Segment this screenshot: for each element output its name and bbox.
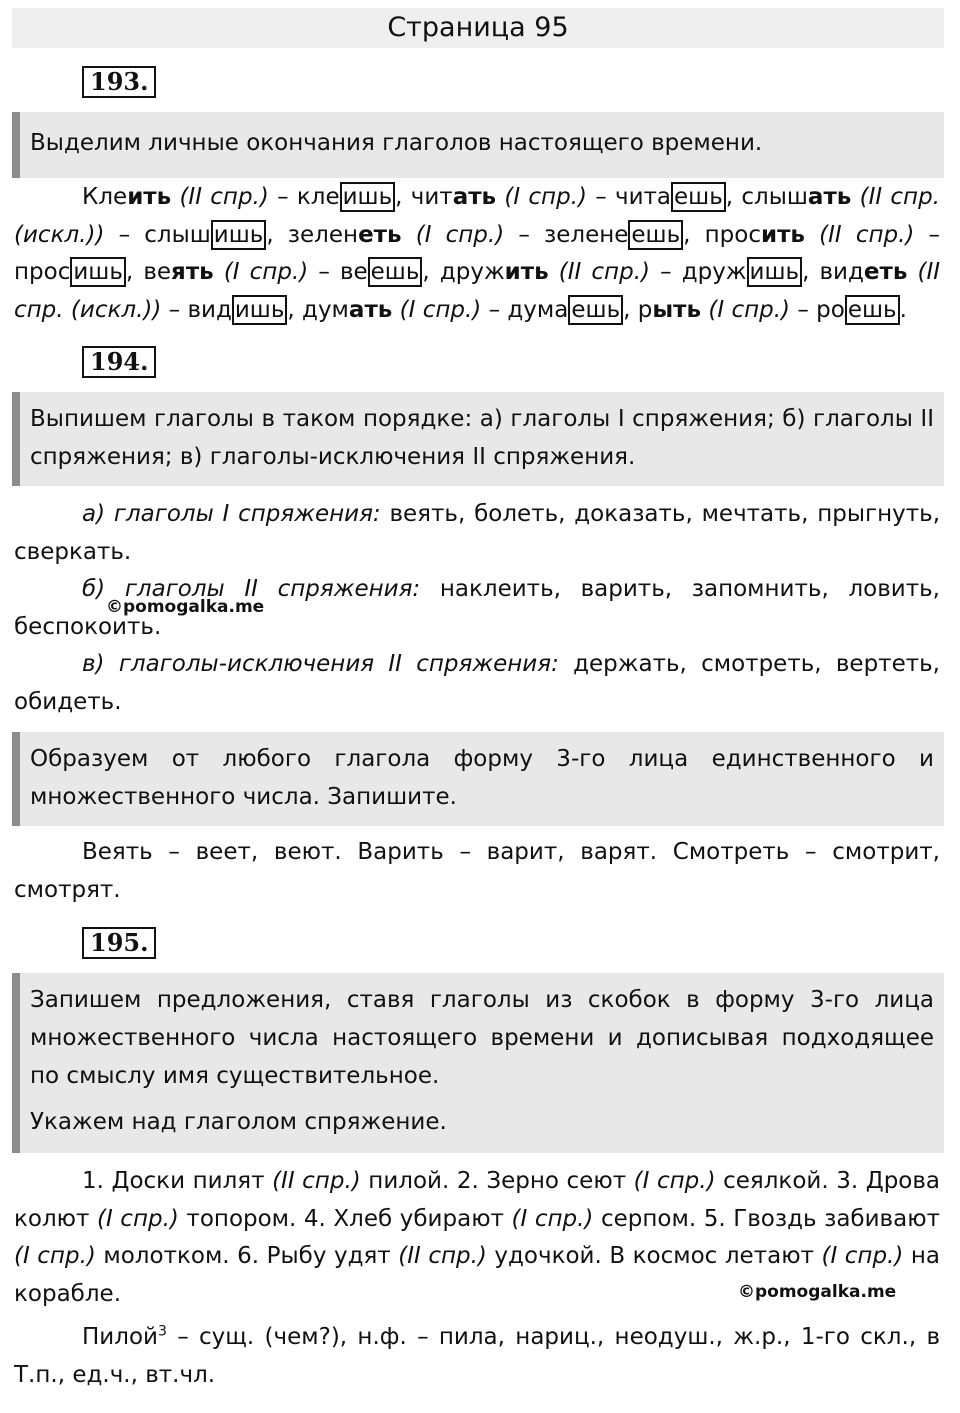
task-194-answer-2 [14, 834, 940, 909]
dash: – [161, 296, 188, 323]
verb-suffix: ить [760, 221, 805, 248]
group-b: б) глаголы II спряжения: наклеить, варить, запомнить, ловить, беспокоить. [14, 576, 940, 640]
watermark: ©pomogalka.me [106, 597, 265, 617]
form-stem: слыш [144, 221, 211, 248]
conjugation-note: (II спр. (искл.)) [14, 184, 940, 248]
instruction-text: Выпишем глаголы в таком порядке: а) глаголы I спряжения; б) глаголы II спряжения; в) глаголы-исключения II спряжения. [30, 406, 934, 470]
verb-suffix: ять [171, 259, 214, 285]
verb-stem: чит [410, 184, 453, 210]
verb-suffix: ить [127, 184, 172, 210]
separator: , [623, 296, 638, 323]
conjugation-note: (II спр.) [819, 221, 915, 248]
conjugation-note: (II спр. (искл.)) [14, 259, 941, 323]
group-a: а) глаголы I спряжения: веять, болеть, доказать, мечтать, прыгнуть, сверкать. [14, 501, 941, 565]
separator: , [266, 221, 288, 248]
verb-stem: ве [143, 259, 172, 285]
sentence-part: 2. Зерно сеют [456, 1168, 634, 1194]
form-stem: ве [339, 259, 368, 285]
instruction-text: Образуем от любого глагола форму 3-го лица единственного и множественного числа. Запишите. [30, 746, 934, 810]
answer-text: Веять – веет, веют. Варить – варит, варят. Смотреть – смотрит, смотрят. [14, 839, 940, 903]
conjugation-note: (I спр.) [511, 1205, 594, 1232]
verb-stem: дум [302, 296, 349, 323]
sentence-part: В космос летают [609, 1243, 822, 1269]
ending-box: ишь [232, 295, 288, 325]
conjugation-note: (I спр.) [504, 184, 587, 210]
verb-suffix: ить [504, 259, 549, 285]
separator: , [802, 259, 820, 285]
dash: – [268, 184, 297, 210]
separator: , [125, 259, 144, 285]
verb-stem: зелен [287, 221, 359, 248]
dash: – [914, 221, 941, 248]
conjugation-note: (I спр.) [415, 221, 505, 248]
dash: – [308, 259, 340, 285]
form-stem: прос [14, 259, 71, 285]
conjugation-note: (I спр.) [821, 1243, 904, 1269]
dash: – [790, 296, 817, 323]
verb-stem: слыш [741, 184, 808, 210]
form-stem: ро [816, 296, 845, 323]
sentence-part: 6. Рыбу удят [237, 1243, 399, 1269]
verb-suffix: ать [807, 184, 852, 210]
separator: , [287, 296, 303, 323]
verb-stem: Кле [82, 184, 128, 210]
task-194-instruction-2 [12, 732, 944, 826]
sentence-part: молотком. [95, 1243, 238, 1269]
task-195-answer [14, 1163, 940, 1394]
verb-stem: прос [704, 221, 761, 248]
form-stem: кле [296, 184, 340, 210]
conjugation-note: (I спр.) [399, 296, 482, 323]
sentence-part: сеялкой. [715, 1168, 837, 1194]
verb-suffix: ать [452, 184, 497, 210]
verb-suffix: ыть [652, 296, 702, 323]
conjugation-note: (II спр.) [272, 1168, 361, 1194]
conjugation-note: (I спр.) [96, 1205, 179, 1232]
task-number-193: 193. [82, 66, 156, 98]
verb-suffix: еть [863, 259, 908, 285]
ending-box: ишь [340, 182, 396, 212]
sentence-part: удочкой. [486, 1243, 610, 1269]
form-stem: зелене [543, 221, 629, 248]
sentence-part: 5. Гвоздь забивают [703, 1205, 940, 1232]
sentence-part: пилой. [360, 1168, 457, 1194]
ending-box: ешь [845, 295, 900, 325]
sentence-part: топором. [178, 1205, 304, 1232]
conjugation-note: (II спр.) [558, 259, 650, 285]
ending-box: ешь [671, 182, 726, 212]
separator: . [899, 296, 907, 323]
sentence-part: на корабле. [14, 1243, 941, 1307]
sentence-part: серпом. [593, 1205, 704, 1232]
dash: – [649, 259, 682, 285]
separator: , [422, 259, 440, 285]
ending-box: ишь [70, 257, 126, 287]
dash: – [586, 184, 615, 210]
task-195-instruction [12, 973, 944, 1153]
conjugation-note: (II спр.) [398, 1243, 487, 1269]
conjugation-note: (I спр.) [223, 259, 309, 285]
form-stem: друж [681, 259, 747, 285]
task-number-194: 194. [82, 346, 156, 378]
instruction-text: Запишем предложения, ставя глаголы из скобок в форму 3-го лица множественного числа настоящего времени и дописывая подходящее по смыслу имя существительное. [30, 987, 934, 1089]
group-c: в) глаголы-исключения II спряжения: держать, смотреть, вертеть, обидеть. [14, 651, 940, 715]
verb-list [14, 179, 940, 329]
ending-box: ишь [211, 220, 267, 250]
word-parse: Пилой$^3$ – сущ. (чем?), н.ф. – пила, нариц., неодуш., ж.р., 1-го скл., в Т.п., ед.ч., вт.чл. [14, 1323, 940, 1388]
separator: , [395, 184, 411, 210]
verb-stem: вид [819, 259, 864, 285]
verb-stem: р [637, 296, 653, 323]
verb-suffix: еть [358, 221, 402, 248]
task-194-instruction [12, 392, 944, 486]
conjugation-note: (II спр.) [179, 184, 269, 210]
conjugation-note: (I спр.) [14, 1243, 96, 1269]
form-stem: дума [507, 296, 569, 323]
ending-box: ешь [628, 220, 683, 250]
verb-suffix: ать [348, 296, 393, 323]
sentence-part: 4. Хлеб убирают [303, 1205, 512, 1232]
dash: – [504, 221, 544, 248]
dash: – [104, 221, 145, 248]
sentence-part: 3. Дрова колют [14, 1168, 941, 1232]
separator: , [725, 184, 742, 210]
conjugation-note: (I спр.) [633, 1168, 716, 1194]
ending-box: ешь [568, 295, 623, 325]
form-stem: вид [187, 296, 232, 323]
separator: , [683, 221, 705, 248]
task-number-195: 195. [82, 927, 156, 959]
conjugation-note: (I спр.) [708, 296, 791, 323]
watermark-2: ©pomogalka.me [738, 1282, 897, 1302]
instruction-text: Выделим личные окончания глаголов настоящего времени. [30, 130, 763, 156]
form-stem: чита [614, 184, 672, 210]
instruction-text-2: Укажем над глаголом спряжение. [30, 1109, 447, 1135]
ending-box: ишь [747, 257, 803, 287]
task-193-answer [14, 179, 940, 329]
sentence-part: 1. Доски пилят [82, 1168, 273, 1194]
dash: – [481, 296, 508, 323]
page-title: Страница 95 [12, 8, 944, 48]
verb-stem: друж [439, 259, 505, 285]
task-193-instruction [12, 112, 944, 178]
ending-box: ешь [368, 257, 423, 287]
